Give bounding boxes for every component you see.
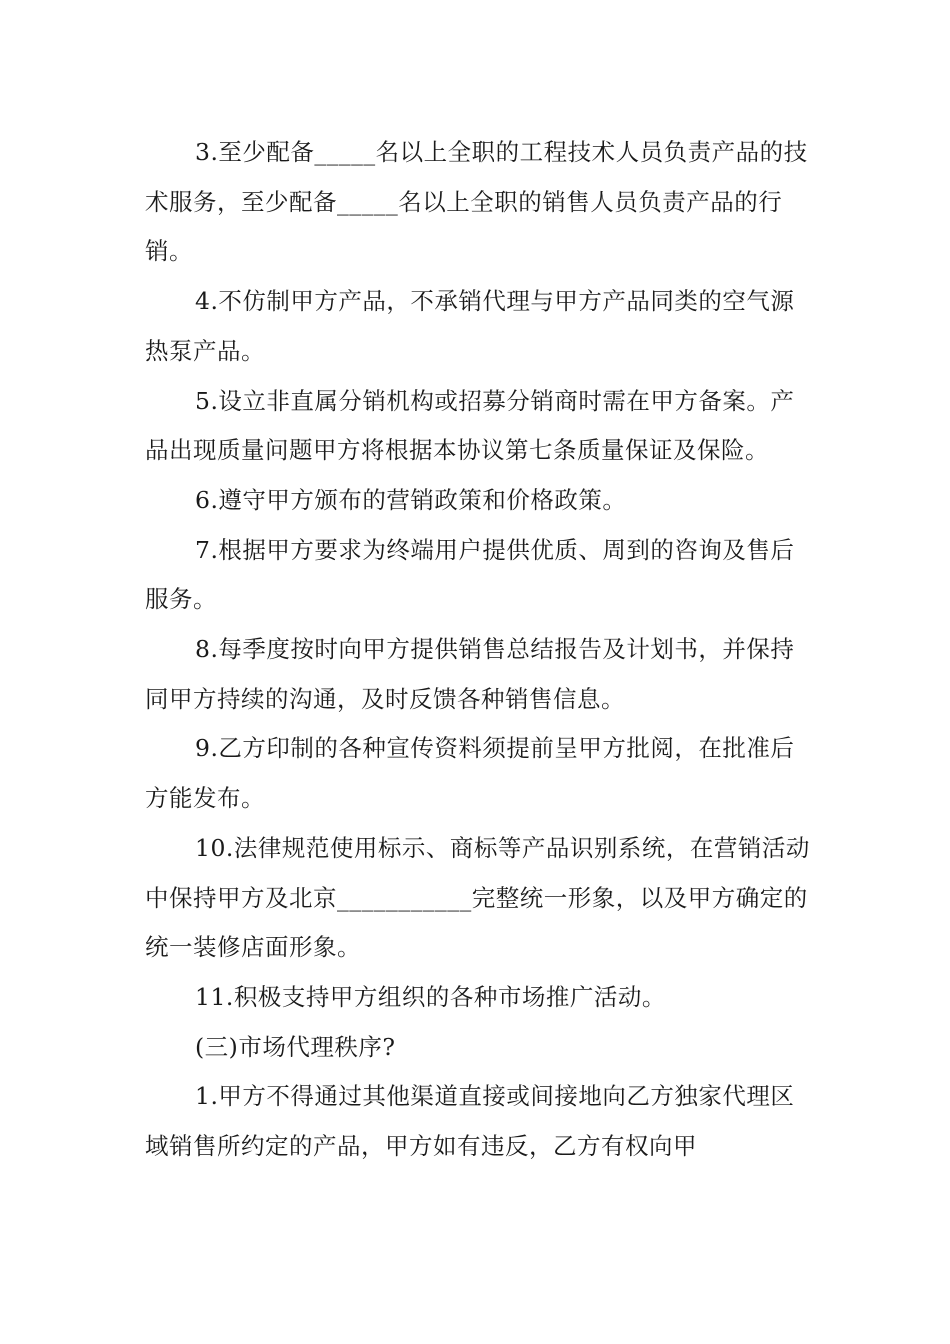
document-body <box>145 128 815 1172</box>
clause-6-pricing-policy: 6.遵守甲方颁布的营销政策和价格政策。 <box>195 485 627 514</box>
clause-7-after-sales: 7.根据甲方要求为终端用户提供优质、周到的咨询及售后服务。 <box>145 535 795 614</box>
clause-11-market-promotion: 11.积极支持甲方组织的各种市场推广活动。 <box>195 982 666 1011</box>
clause-10-brand-identity: 10.法律规范使用标示、商标等产品识别系统，在营销活动中保持甲方及北京___________完整统一形象，以及甲方确定的统一装修店面形象。 <box>145 833 810 962</box>
clause-3-staffing: 3.至少配备_____名以上全职的工程技术人员负责产品的技术服务，至少配备_____名以上全职的销售人员负责产品的行销。 <box>145 138 808 266</box>
market-order-clause-1: 1.甲方不得通过其他渠道直接或间接地向乙方独家代理区域销售所约定的产品，甲方如有违反，乙方有权向甲 <box>145 1082 795 1161</box>
clause-8-quarterly-report: 8.每季度按时向甲方提供销售总结报告及计划书，并保持同甲方持续的沟通，及时反馈各种销售信息。 <box>145 635 795 713</box>
clause-5-sub-distribution: 5.设立非直属分销机构或招募分销商时需在甲方备案。产品出现质量问题甲方将根据本协议第七条质量保证及保险。 <box>145 386 795 465</box>
clause-4-no-imitation: 4.不仿制甲方产品，不承销代理与甲方产品同类的空气源热泵产品。 <box>145 287 795 365</box>
section-heading-market-order: (三)市场代理秩序? <box>195 1032 396 1061</box>
clause-9-promo-materials: 9.乙方印制的各种宣传资料须提前呈甲方批阅，在批准后方能发布。 <box>145 734 795 813</box>
